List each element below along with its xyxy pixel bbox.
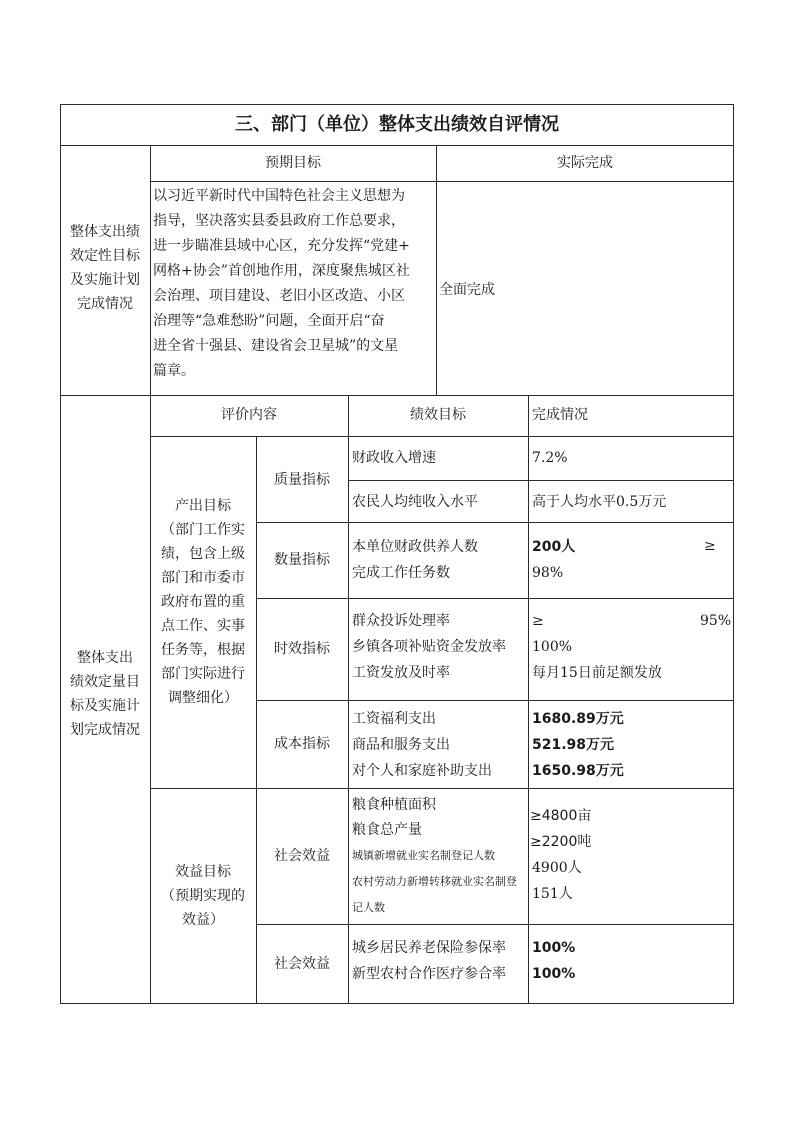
quality-status-2: 高于人均水平0.5万元	[532, 494, 667, 510]
qualitative-bottom-divider	[60, 395, 734, 396]
eval-content-header: 评价内容	[221, 407, 277, 423]
benefit-goal-label-line-2: （预期实现的	[161, 888, 245, 904]
social-1-status-4: 151人	[532, 886, 573, 902]
social-1-goal-5: 记人数	[352, 901, 385, 914]
expected-text-line-7: 进全省十强县、建设省会卫星城”的文星	[153, 338, 399, 354]
quality-goal-2: 农民人均纯收入水平	[352, 494, 478, 510]
quantity-status-1-symbol: ≥	[704, 538, 716, 554]
quality-status-1: 7.2%	[532, 450, 568, 466]
qualitative-row-label-line-2: 效定性目标	[70, 248, 140, 264]
benefit-goal-label-line-1: 效益目标	[175, 864, 231, 880]
actual-completion-header: 实际完成	[557, 155, 613, 171]
expected-text-line-3: 进一步瞄准县域中心区，充分发挥“党建+	[153, 238, 410, 254]
goal-column-divider	[348, 395, 349, 1003]
cost-status-3: 1650.98万元	[532, 763, 624, 779]
output-goal-label-line-2: （部门工作实	[161, 522, 245, 538]
output-goal-label-line-9: 调整细化）	[168, 690, 238, 706]
timeliness-indicator-label: 时效指标	[274, 641, 330, 657]
timeliness-status-2: 100%	[532, 639, 573, 655]
quant-row-label-line-4: 划完成情况	[70, 722, 140, 738]
social-1-status-2: ≥2200吨	[530, 834, 592, 850]
social-1-goal-3: 城镇新增就业实名制登记人数	[352, 849, 495, 862]
table-border-bottom	[60, 1003, 734, 1004]
quantity-status-2: 98%	[532, 565, 564, 581]
quality-sub-divider	[348, 480, 734, 481]
expected-goal-header: 预期目标	[265, 155, 321, 171]
cost-status-2: 521.98万元	[532, 737, 615, 753]
quality-goal-1: 财政收入增速	[352, 450, 436, 466]
expected-text-line-5: 会治理、项目建设、老旧小区改造、小区	[153, 288, 405, 304]
page-title: 三、部门（单位）整体支出绩效自评情况	[235, 114, 559, 135]
timeliness-status-1-value: 95%	[700, 613, 732, 629]
social-1-goal-1: 粮食种植面积	[352, 797, 436, 813]
output-goal-label-line-7: 任务等，根据	[161, 642, 245, 658]
cost-goal-2: 商品和服务支出	[352, 737, 450, 753]
expected-text-line-4: 网格+协会”首创地作用，深度聚焦城区社	[153, 263, 410, 279]
output-goal-label-line-6: 点工作、实事	[161, 618, 245, 634]
quality-indicator-label: 质量指标	[274, 472, 330, 488]
table-border-top	[60, 104, 734, 105]
social-2-status-2: 100%	[532, 966, 576, 982]
social-benefit-label-1: 社会效益	[274, 848, 330, 864]
social-1-goal-2: 粮食总产量	[352, 822, 422, 838]
cost-goal-3: 对个人和家庭补助支出	[352, 763, 492, 779]
completion-status-header: 完成情况	[532, 407, 588, 423]
status-column-divider	[528, 395, 529, 1003]
table-border-right	[733, 104, 734, 1004]
quantity-goal-1: 本单位财政供养人数	[352, 539, 478, 555]
social-1-status-3: 4900人	[532, 860, 582, 876]
quality-bottom-divider	[256, 522, 734, 523]
timeliness-goal-3: 工资发放及时率	[352, 665, 450, 681]
social-2-status-1: 100%	[532, 940, 576, 956]
output-goal-label-line-8: 部门实际进行	[161, 666, 245, 682]
cost-status-1: 1680.89万元	[532, 711, 624, 727]
timeliness-status-3: 每月15日前足额发放	[532, 665, 662, 681]
expected-actual-divider	[436, 145, 437, 395]
social-1-goal-4: 农村劳动力新增转移就业实名制登	[352, 875, 517, 888]
output-goal-label-line-5: 政府布置的重	[161, 594, 245, 610]
expected-text-line-8: 篇章。	[153, 363, 195, 379]
qualitative-row-label-line-4: 完成情况	[77, 296, 133, 312]
output-bottom-divider	[150, 788, 734, 789]
social-benefit-label-2: 社会效益	[274, 956, 330, 972]
benefit-goal-label-line-3: 效益）	[182, 912, 224, 928]
timeliness-goal-1: 群众投诉处理率	[352, 613, 450, 629]
quant-header-divider	[150, 436, 734, 437]
social-2-goal-1: 城乡居民养老保险参保率	[352, 940, 506, 956]
timeliness-bottom-divider	[256, 700, 734, 701]
qualitative-row-label-line-1: 整体支出绩	[70, 224, 140, 240]
social-1-status-1: ≥4800亩	[530, 808, 592, 824]
cost-indicator-label: 成本指标	[274, 736, 330, 752]
expected-text-line-1: 以习近平新时代中国特色社会主义思想为	[153, 188, 405, 204]
quantity-bottom-divider	[256, 598, 734, 599]
qualitative-header-divider	[150, 181, 734, 182]
quantity-status-1: 200人	[532, 539, 576, 555]
quant-row-label-line-3: 标及实施计	[70, 698, 140, 714]
title-row-divider	[60, 145, 734, 146]
social-1-bottom-divider	[256, 924, 734, 925]
actual-completion-text: 全面完成	[439, 282, 495, 298]
timeliness-goal-2: 乡镇各项补贴资金发放率	[352, 639, 506, 655]
quant-row-label-line-2: 绩效定量目	[70, 674, 140, 690]
expected-text-line-6: 治理等“急难愁盼”问题，全面开启“奋	[153, 313, 385, 329]
performance-goal-header: 绩效目标	[410, 407, 466, 423]
quantity-indicator-label: 数量指标	[274, 552, 330, 568]
output-goal-label-line-1: 产出目标	[175, 498, 231, 514]
expected-text-line-2: 指导，坚决落实县委县政府工作总要求，	[153, 213, 405, 229]
qualitative-row-label-line-3: 及实施计划	[70, 272, 140, 288]
quant-row-label-line-1: 整体支出	[77, 650, 133, 666]
cost-goal-1: 工资福利支出	[352, 711, 436, 727]
quantity-goal-2: 完成工作任务数	[352, 565, 450, 581]
timeliness-status-1-symbol: ≥	[532, 613, 544, 629]
output-goal-label-line-4: 部门和市委市	[161, 570, 245, 586]
social-2-goal-2: 新型农村合作医疗参合率	[352, 966, 506, 982]
output-goal-label-line-3: 绩，包含上级	[161, 546, 245, 562]
